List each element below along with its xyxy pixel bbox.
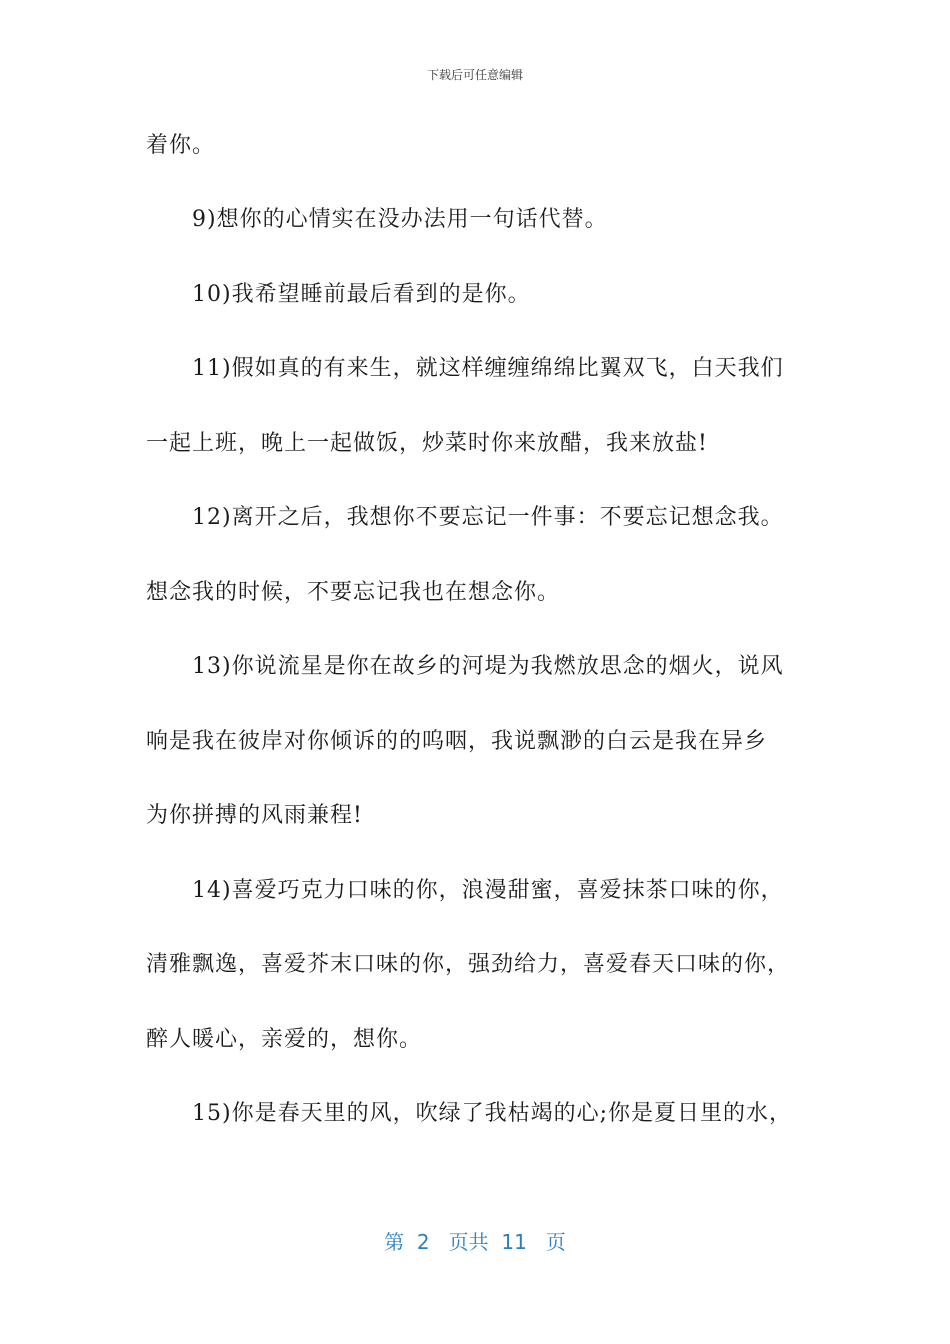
text-line: 14)喜爱巧克力口味的你，浪漫甜蜜，喜爱抹茶口味的你， xyxy=(192,878,784,903)
text-line: 10)我希望睡前最后看到的是你。 xyxy=(192,282,531,307)
text-line: 12)离开之后，我想你不要忘记一件事：不要忘记想念我。 xyxy=(192,505,784,530)
text-line: 为你拼搏的风雨兼程! xyxy=(146,803,363,828)
text-line: 11)假如真的有来生，就这样缠缠绵绵比翼双飞，白天我们 xyxy=(192,356,784,381)
text-line: 一起上班，晚上一起做饭，炒菜时你来放醋，我来放盐! xyxy=(146,431,708,456)
page-number-footer: 第 2 页共 11 页 xyxy=(384,1230,566,1254)
text-line: 着你。 xyxy=(146,133,216,158)
text-line: 9)想你的心情实在没办法用一句话代替。 xyxy=(192,207,608,232)
text-line: 想念我的时候，不要忘记我也在想念你。 xyxy=(146,580,561,605)
page-header: 下载后可任意编辑 xyxy=(426,68,523,82)
text-line: 醉人暖心，亲爱的，想你。 xyxy=(146,1027,423,1052)
text-line: 响是我在彼岸对你倾诉的的呜咽，我说飘渺的白云是我在异乡 xyxy=(146,729,768,754)
text-line: 清雅飘逸，喜爱芥末口味的你，强劲给力，喜爱春天口味的你， xyxy=(146,952,791,977)
text-line: 15)你是春天里的风，吹绿了我枯竭的心;你是夏日里的水， xyxy=(192,1101,792,1126)
text-line: 13)你说流星是你在故乡的河堤为我燃放思念的烟火，说风 xyxy=(192,654,784,679)
